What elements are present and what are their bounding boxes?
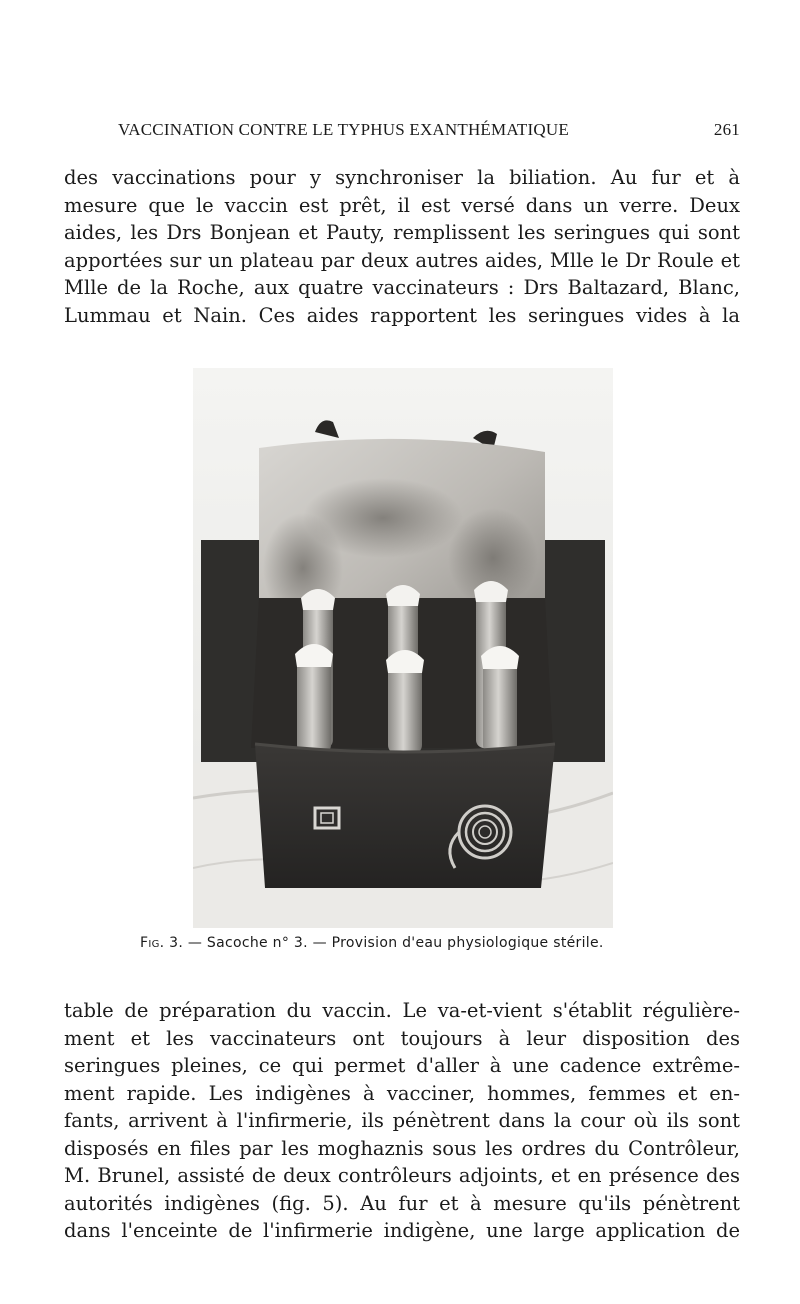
figure-label: Fig. 3. [140, 935, 184, 951]
text-line: apportées sur un plateau par deux autres aides, Mlle le Dr Roule et [64, 248, 740, 272]
page-number: 261 [713, 120, 740, 139]
text-line: fants, arrivent à l'infirmerie, ils pénètrent dans la cour où ils sont [64, 1109, 740, 1132]
text-line: ment rapide. Les indigènes à vacciner, hommes, femmes et en- [64, 1081, 740, 1105]
running-head-title: VACCINATION CONTRE LE TYPHUS EXANTHÉMATIQUE [118, 120, 569, 139]
text-line: aides, les Drs Bonjean et Pauty, remplissent les seringues qui sont [64, 221, 740, 244]
figure-caption-text: — Sacoche n° 3. — Provision d'eau physiologique stérile. [187, 935, 604, 951]
text-line: des vaccinations pour y synchroniser la biliation. Au fur et à [64, 166, 740, 189]
text-line: mesure que le vaccin est prêt, il est versé dans un verre. Deux [64, 193, 740, 217]
text-line: Lummau et Nain. Ces aides rapportent les seringues vides à la [64, 303, 740, 327]
text-line: disposés en files par les moghaznis sous les ordres du Contrôleur, [64, 1136, 740, 1160]
running-head [118, 120, 740, 144]
figure-caption [140, 935, 660, 951]
text-line: seringues pleines, ce qui permet d'aller à une cadence extrême- [64, 1054, 740, 1077]
paragraph-bottom [64, 997, 740, 1245]
text-line: ment et les vaccinateurs ont toujours à leur disposition des [64, 1026, 740, 1050]
bottle-row-front [295, 644, 519, 754]
text-line: Mlle de la Roche, aux quatre vaccinateurs : Drs Baltazard, Blanc, [64, 276, 740, 299]
text-line: dans l'enceinte de l'infirmerie indigène, une large application de [64, 1219, 740, 1242]
text-line: autorités indigènes (fig. 5). Au fur et à mesure qu'ils pénètrent [64, 1191, 740, 1215]
paragraph-top [64, 164, 740, 329]
satchel-photograph [193, 368, 613, 928]
figure-photo-satchel [193, 368, 613, 928]
text-line: M. Brunel, assisté de deux contrôleurs adjoints, et en présence des [64, 1164, 740, 1187]
text-line: table de préparation du vaccin. Le va-et-vient s'établit régulière- [64, 999, 740, 1022]
